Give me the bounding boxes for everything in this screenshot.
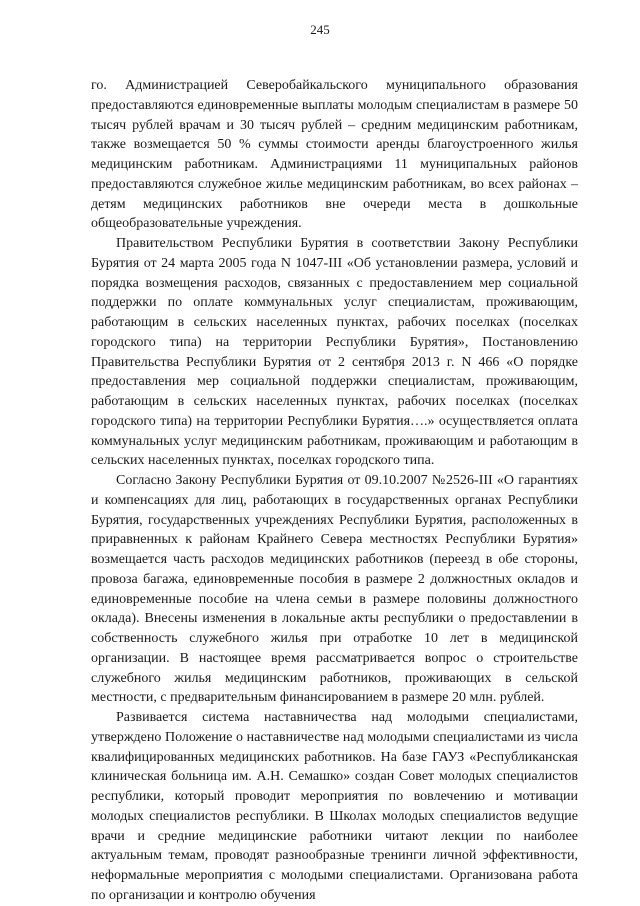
paragraph-north-guarantees: Согласно Закону Республики Бурятия от 09.10.2007 №2526-III «О гарантиях и компенсациях для лиц, работающих в государственных органах Республики Бурятия, государственных учреждениях Республики Бурятия, расположенных в приравненных к районам Крайнего Севера местностях Республики Бурятия» возмещается часть расходов медицинских работников (переезд в обе стороны, провоза багажа, единовременные пособия в размере 2 должностных окладов и единовременные пособие на члена семьи в размере половины должностного оклада). Внесены изменения в локальные акты республики о предоставлении в собственность служебного жилья при отработке 10 лет в медицинской организации. В настоящее время рассматривается вопрос о строительстве служебного жилья медицинским работников, проживающих в сельской местности, с предварительным финансированием в размере 20 млн. рублей. [91, 473, 578, 706]
paragraph-continuation: го. Администрацией Северобайкальского муниципального образования предоставляются единовременные выплаты молодым специалистам в размере 50 тысяч рублей врачам и 30 тысяч рублей – средним медицинским работникам, также возмещается 50 % суммы стоимости аренды благоустроенного жилья медицинским работникам. Администрациями 11 муниципальных районов предоставляются служебное жилье медицинским работникам, во всех районах – детям медицинских работников вне очереди места в дошкольные общеобразовательные учреждения. [91, 78, 578, 232]
paragraph-utilities-compensation: Правительством Республики Бурятия в соответствии Закону Республики Бурятия от 24 марта 2005 года N 1047-III «Об установлении размера, условий и порядка возмещения расходов, связанных с предоставлением мер социальной поддержки по оплате коммунальных услуг специалистам, проживающим, работающим в сельских населенных пунктах, рабочих поселках (поселках городского типа) на территории Республики Бурятия», Постановлению Правительства Республики Бурятия от 2 сентября 2013 г. N 466 «О порядке предоставления мер социальной поддержки специалистам, проживающим, работающим в сельских населенных пунктах, рабочих поселках (поселках городского типа) на территории Республики Бурятия….» осуществляется оплата коммунальных услуг медицинским работникам, проживающим и работающим в сельских населенных пунктах, поселках городского типа. [91, 236, 578, 469]
page-number: 245 [310, 22, 330, 37]
body-text [91, 76, 578, 906]
paragraph-mentorship: Развивается система наставничества над молодыми специалистами, утверждено Положение о наставничестве над молодыми специалистами из числа квалифицированных медицинских работников. На базе ГАУЗ «Республиканская клиническая больница им. А.Н. Семашко» создан Совет молодых специалистов республики, который проводит мероприятия по вовлечению и мотивации молодых специалистов республики. В Школах молодых специалистов ведущие врачи и средние медицинские работники читают лекции по наиболее актуальным темам, проводят разнообразные тренинги личной эффективности, неформальные мероприятия с молодыми специалистами. Организована работа по организации и контролю обучения [91, 710, 578, 903]
